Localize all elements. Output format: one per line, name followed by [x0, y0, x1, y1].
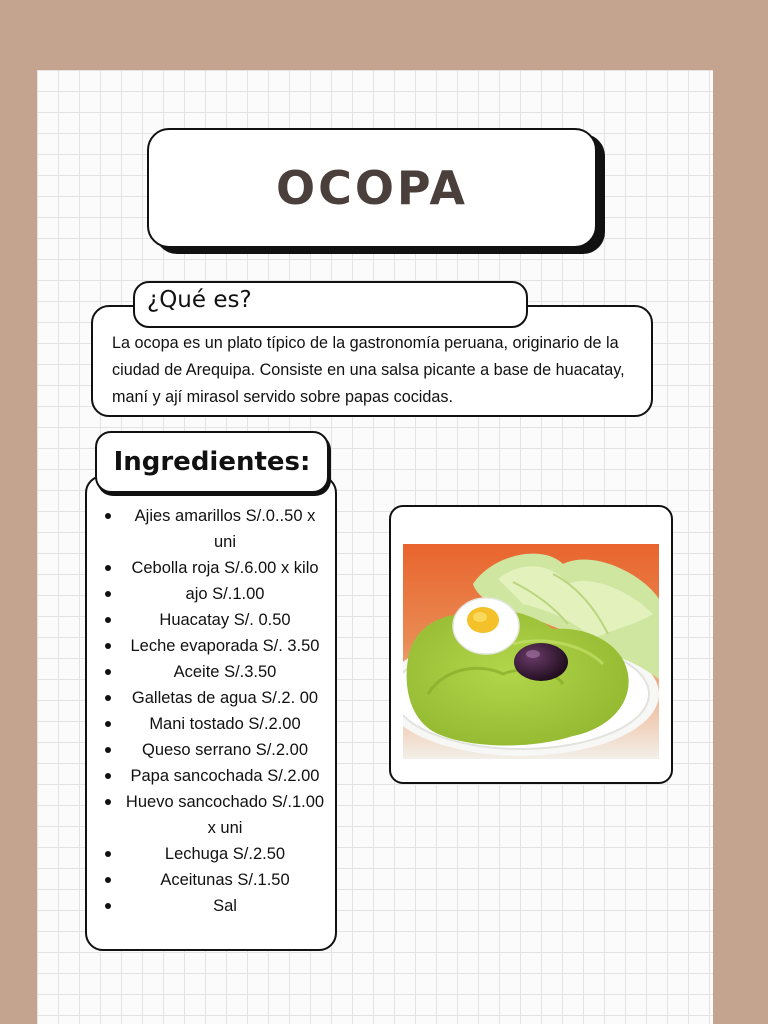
list-item: ajo S/.1.00 [95, 581, 333, 607]
list-item: Aceite S/.3.50 [95, 659, 333, 685]
what-is-label-card [133, 281, 528, 328]
ingredients-label-card [95, 431, 329, 493]
list-item: Huevo sancochado S/.1.00 x uni [95, 789, 333, 841]
list-item: Sal [95, 893, 333, 919]
list-item: Ajies amarillos S/.0..50 x uni [95, 503, 333, 555]
list-item: Queso serrano S/.2.00 [95, 737, 333, 763]
ocopa-photo [403, 544, 659, 759]
ocopa-dish-illustration [403, 544, 659, 759]
ingredients-heading: Ingredientes: [113, 447, 311, 477]
page-title: OCOPA [275, 161, 469, 215]
what-is-heading: ¿Qué es? [147, 287, 252, 313]
list-item: Galletas de agua S/.2. 00 [95, 685, 333, 711]
title-card [147, 128, 597, 248]
list-item: Aceitunas S/.1.50 [95, 867, 333, 893]
list-item: Mani tostado S/.2.00 [95, 711, 333, 737]
ingredients-list [95, 503, 343, 919]
list-item: Huacatay S/. 0.50 [95, 607, 333, 633]
list-item: Lechuga S/.2.50 [95, 841, 333, 867]
list-item: Cebolla roja S/.6.00 x kilo [95, 555, 333, 581]
list-item: Leche evaporada S/. 3.50 [95, 633, 333, 659]
dish-description: La ocopa es un plato típico de la gastronomía peruana, originario de la ciudad de Arequipa. Consiste en una salsa picante a base de huacatay, maní y ají mirasol servido sobre papas cocidas. [112, 334, 625, 406]
list-item: Papa sancochada S/.2.00 [95, 763, 333, 789]
